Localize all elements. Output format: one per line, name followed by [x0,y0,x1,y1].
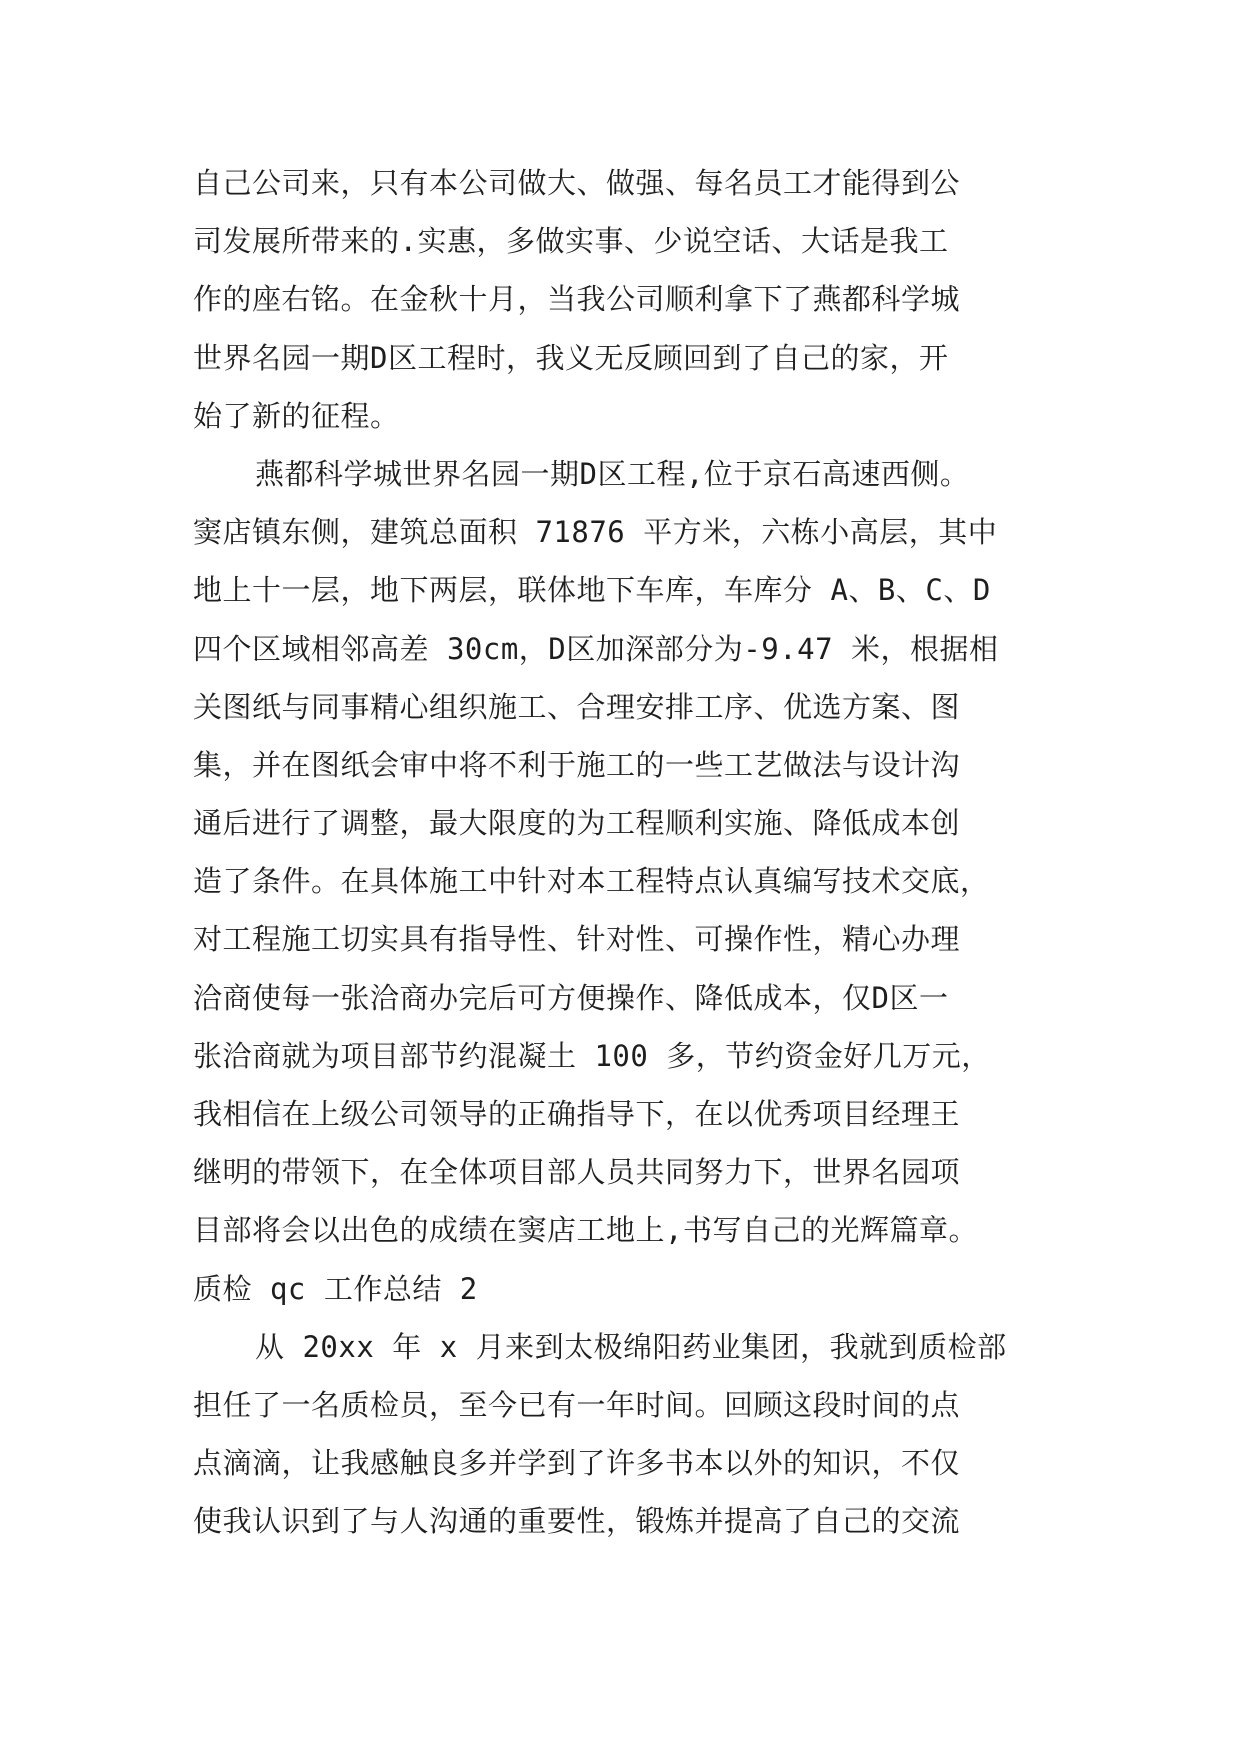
text-line: 作的座右铭。在金秋十月，当我公司顺利拿下了燕都科学城 [193,282,961,317]
text-line: 地上十一层，地下两层，联体地下车库，车库分 A、B、C、D [193,573,991,608]
text-line: 担任了一名质检员，至今已有一年时间。回顾这段时间的点 [193,1387,961,1422]
text-line: 世界名园一期D区工程时，我义无反顾回到了自己的家，开 [193,340,949,375]
text-line: 我相信在上级公司领导的正确指导下，在以优秀项目经理王 [193,1097,961,1131]
text-line: 始了新的征程。 [193,398,400,433]
text-line: 自己公司来，只有本公司做大、做强、每名员工才能得到公 [193,166,961,200]
text-line: 通后进行了调整，最大限度的为工程顺利实施、降低成本创 [193,806,961,841]
text-line: 继明的带领下，在全体项目部人员共同努力下，世界名园项 [193,1155,961,1190]
text-line: 集，并在图纸会审中将不利于施工的一些工艺做法与设计沟 [193,747,961,782]
paragraph-first-line: 燕都科学城世界名园一期D区工程,位于京石高速西侧。 [255,456,970,491]
document-body [193,154,1053,1551]
text-line: 质检 qc 工作总结 2 [193,1271,478,1306]
paragraph-first-line: 从 20xx 年 x 月来到太极绵阳药业集团，我就到质检部 [255,1329,1007,1364]
text-line: 造了条件。在具体施工中针对本工程特点认真编写技术交底， [193,864,990,899]
text-line: 四个区域相邻高差 30cm，D区加深部分为-9.47 米，根据相 [193,631,999,666]
text-line: 点滴滴，让我感触良多并学到了许多书本以外的知识，不仅 [193,1446,961,1481]
text-line: 对工程施工切实具有指导性、针对性、可操作性，精心办理 [193,922,961,957]
text-line: 张洽商就为项目部节约混凝土 100 多，节约资金好几万元， [193,1038,991,1073]
text-line: 目部将会以出色的成绩在窦店工地上,书写自己的光辉篇章。 [193,1213,978,1248]
text-line: 洽商使每一张洽商办完后可方便操作、降低成本，仅D区一 [193,980,949,1015]
text-line: 关图纸与同事精心组织施工、合理安排工序、优选方案、图 [193,689,961,724]
text-line: 司发展所带来的.实惠，多做实事、少说空话、大话是我工 [193,224,949,259]
text-line: 使我认识到了与人沟通的重要性，锻炼并提高了自己的交流 [193,1504,961,1539]
text-line: 窦店镇东侧，建筑总面积 71876 平方米，六栋小高层，其中 [193,515,998,550]
